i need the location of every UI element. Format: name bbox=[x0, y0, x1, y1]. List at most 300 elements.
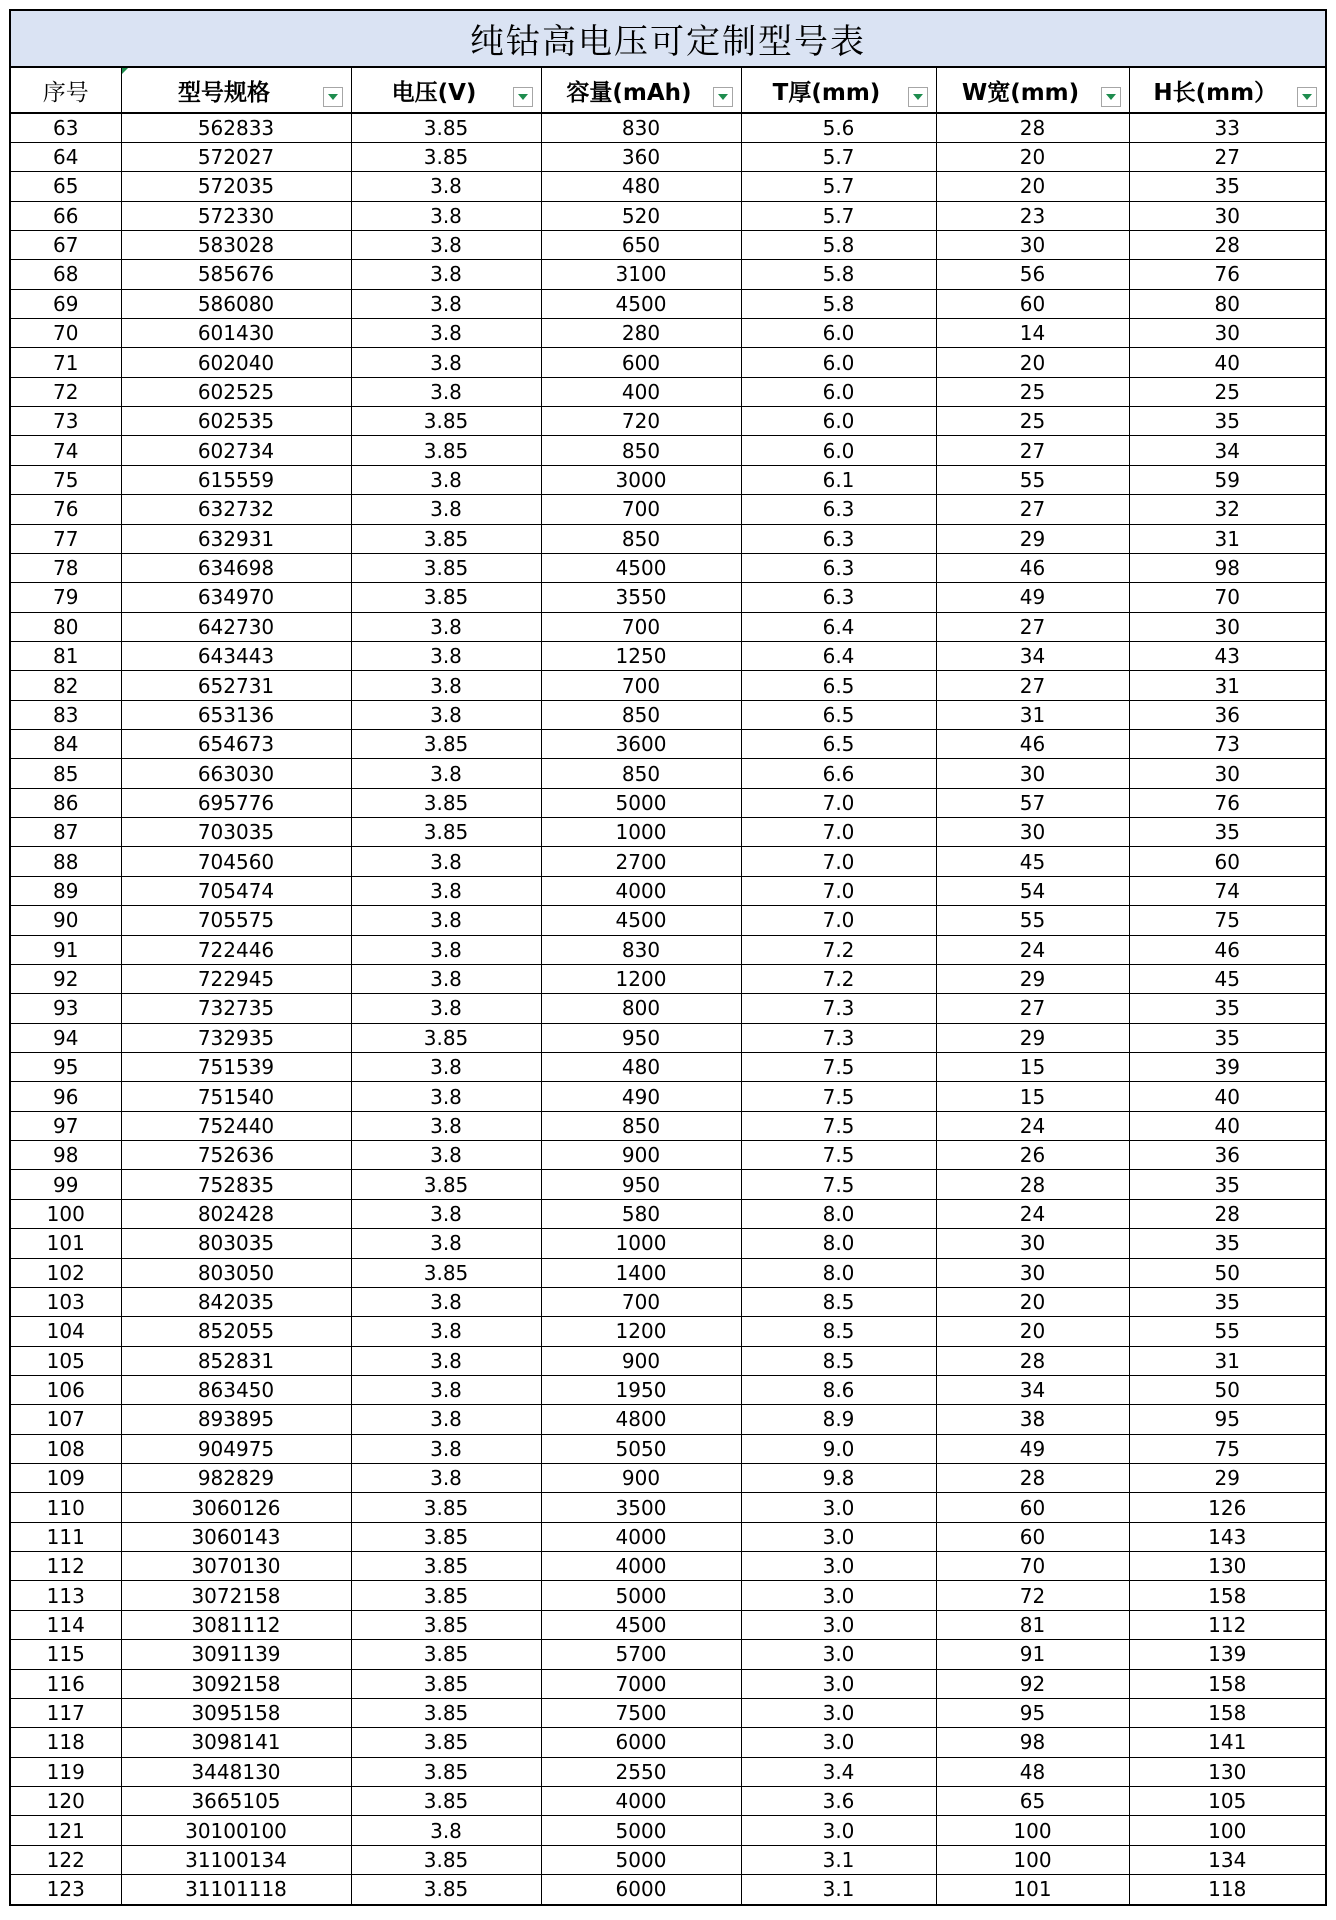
cell-index: 112 bbox=[11, 1552, 121, 1581]
cell-voltage: 3.85 bbox=[351, 142, 541, 171]
cell-voltage: 3.85 bbox=[351, 1258, 541, 1287]
cell-voltage: 3.8 bbox=[351, 172, 541, 201]
filter-dropdown-button[interactable] bbox=[323, 87, 343, 107]
table-row bbox=[11, 1434, 1325, 1463]
cell-index: 85 bbox=[11, 759, 121, 788]
cell-voltage: 3.85 bbox=[351, 1170, 541, 1199]
table-row bbox=[11, 788, 1325, 817]
cell-index: 107 bbox=[11, 1405, 121, 1434]
column-header bbox=[1129, 68, 1325, 113]
cell-width: 20 bbox=[936, 172, 1129, 201]
column-header bbox=[351, 68, 541, 113]
cell-model: 863450 bbox=[121, 1375, 351, 1404]
cell-model: 632931 bbox=[121, 524, 351, 553]
cell-capacity: 520 bbox=[541, 201, 741, 230]
cell-index: 79 bbox=[11, 583, 121, 612]
cell-thickness: 3.0 bbox=[741, 1552, 936, 1581]
cell-thickness: 3.0 bbox=[741, 1640, 936, 1669]
cell-width: 26 bbox=[936, 1141, 1129, 1170]
column-header-label: 容量(mAh) bbox=[566, 79, 692, 106]
column-header-label: 序号 bbox=[42, 79, 89, 106]
cell-thickness: 6.3 bbox=[741, 495, 936, 524]
table-row bbox=[11, 524, 1325, 553]
cell-model: 705575 bbox=[121, 906, 351, 935]
cell-thickness: 5.7 bbox=[741, 142, 936, 171]
column-header bbox=[541, 68, 741, 113]
cell-model: 3070130 bbox=[121, 1552, 351, 1581]
cell-length: 130 bbox=[1129, 1757, 1325, 1786]
cell-thickness: 3.0 bbox=[741, 1610, 936, 1639]
cell-length: 31 bbox=[1129, 1346, 1325, 1375]
cell-length: 31 bbox=[1129, 524, 1325, 553]
cell-capacity: 4000 bbox=[541, 876, 741, 905]
table-row bbox=[11, 847, 1325, 876]
cell-width: 20 bbox=[936, 348, 1129, 377]
cell-width: 95 bbox=[936, 1698, 1129, 1727]
cell-capacity: 5000 bbox=[541, 1581, 741, 1610]
cell-thickness: 7.0 bbox=[741, 788, 936, 817]
cell-capacity: 2550 bbox=[541, 1757, 741, 1786]
cell-length: 33 bbox=[1129, 113, 1325, 142]
cell-length: 31 bbox=[1129, 671, 1325, 700]
filter-dropdown-button[interactable] bbox=[908, 87, 928, 107]
cell-voltage: 3.85 bbox=[351, 436, 541, 465]
cell-length: 35 bbox=[1129, 407, 1325, 436]
cell-voltage: 3.8 bbox=[351, 348, 541, 377]
cell-voltage: 3.85 bbox=[351, 1023, 541, 1052]
filter-dropdown-button[interactable] bbox=[713, 87, 733, 107]
cell-voltage: 3.8 bbox=[351, 759, 541, 788]
cell-index: 106 bbox=[11, 1375, 121, 1404]
cell-width: 65 bbox=[936, 1786, 1129, 1815]
table-row bbox=[11, 495, 1325, 524]
cell-voltage: 3.8 bbox=[351, 1287, 541, 1316]
cell-model: 572027 bbox=[121, 142, 351, 171]
cell-length: 158 bbox=[1129, 1581, 1325, 1610]
table-row bbox=[11, 553, 1325, 582]
cell-width: 38 bbox=[936, 1405, 1129, 1434]
cell-thickness: 5.6 bbox=[741, 113, 936, 142]
table-row bbox=[11, 201, 1325, 230]
cell-capacity: 950 bbox=[541, 1023, 741, 1052]
cell-width: 28 bbox=[936, 113, 1129, 142]
cell-width: 27 bbox=[936, 671, 1129, 700]
table-row bbox=[11, 1845, 1325, 1874]
cell-thickness: 8.0 bbox=[741, 1258, 936, 1287]
cell-model: 703035 bbox=[121, 818, 351, 847]
cell-width: 25 bbox=[936, 377, 1129, 406]
cell-voltage: 3.85 bbox=[351, 730, 541, 759]
cell-model: 634970 bbox=[121, 583, 351, 612]
cell-capacity: 400 bbox=[541, 377, 741, 406]
cell-model: 722945 bbox=[121, 964, 351, 993]
table-row bbox=[11, 230, 1325, 259]
filter-arrow-icon bbox=[718, 94, 728, 101]
table-row bbox=[11, 1875, 1325, 1904]
model-table bbox=[11, 68, 1325, 1904]
cell-thickness: 7.5 bbox=[741, 1170, 936, 1199]
table-row bbox=[11, 583, 1325, 612]
cell-index: 87 bbox=[11, 818, 121, 847]
table-row bbox=[11, 1610, 1325, 1639]
cell-index: 99 bbox=[11, 1170, 121, 1199]
table-row bbox=[11, 1199, 1325, 1228]
cell-width: 60 bbox=[936, 289, 1129, 318]
cell-model: 602525 bbox=[121, 377, 351, 406]
cell-capacity: 6000 bbox=[541, 1875, 741, 1904]
cell-width: 20 bbox=[936, 1287, 1129, 1316]
cell-length: 80 bbox=[1129, 289, 1325, 318]
cell-model: 904975 bbox=[121, 1434, 351, 1463]
cell-voltage: 3.85 bbox=[351, 1640, 541, 1669]
cell-index: 84 bbox=[11, 730, 121, 759]
cell-length: 74 bbox=[1129, 876, 1325, 905]
table-row bbox=[11, 1493, 1325, 1522]
cell-length: 40 bbox=[1129, 1082, 1325, 1111]
cell-length: 95 bbox=[1129, 1405, 1325, 1434]
cell-index: 104 bbox=[11, 1317, 121, 1346]
cell-length: 46 bbox=[1129, 935, 1325, 964]
filter-dropdown-button[interactable] bbox=[1101, 87, 1121, 107]
table-row bbox=[11, 1111, 1325, 1140]
table-row bbox=[11, 730, 1325, 759]
cell-capacity: 850 bbox=[541, 759, 741, 788]
table-row bbox=[11, 348, 1325, 377]
cell-voltage: 3.85 bbox=[351, 1581, 541, 1610]
cell-length: 139 bbox=[1129, 1640, 1325, 1669]
cell-width: 27 bbox=[936, 994, 1129, 1023]
cell-index: 68 bbox=[11, 260, 121, 289]
sheet-title: 纯钴高电压可定制型号表 bbox=[11, 11, 1325, 68]
cell-model: 3095158 bbox=[121, 1698, 351, 1727]
cell-index: 114 bbox=[11, 1610, 121, 1639]
cell-model: 852055 bbox=[121, 1317, 351, 1346]
cell-capacity: 4500 bbox=[541, 553, 741, 582]
cell-thickness: 7.2 bbox=[741, 964, 936, 993]
cell-width: 20 bbox=[936, 142, 1129, 171]
table-row bbox=[11, 612, 1325, 641]
cell-voltage: 3.85 bbox=[351, 524, 541, 553]
cell-capacity: 5700 bbox=[541, 1640, 741, 1669]
cell-length: 100 bbox=[1129, 1816, 1325, 1845]
table-row bbox=[11, 260, 1325, 289]
cell-capacity: 5000 bbox=[541, 1816, 741, 1845]
cell-thickness: 7.5 bbox=[741, 1111, 936, 1140]
cell-capacity: 720 bbox=[541, 407, 741, 436]
cell-width: 57 bbox=[936, 788, 1129, 817]
cell-width: 34 bbox=[936, 1375, 1129, 1404]
cell-thickness: 6.4 bbox=[741, 612, 936, 641]
cell-width: 92 bbox=[936, 1669, 1129, 1698]
cell-width: 29 bbox=[936, 524, 1129, 553]
cell-width: 27 bbox=[936, 436, 1129, 465]
cell-thickness: 5.8 bbox=[741, 260, 936, 289]
cell-model: 642730 bbox=[121, 612, 351, 641]
cell-index: 86 bbox=[11, 788, 121, 817]
table-row bbox=[11, 1258, 1325, 1287]
column-header-label: T厚(mm) bbox=[772, 79, 881, 106]
cell-width: 25 bbox=[936, 407, 1129, 436]
cell-width: 31 bbox=[936, 700, 1129, 729]
cell-model: 751539 bbox=[121, 1053, 351, 1082]
cell-index: 73 bbox=[11, 407, 121, 436]
cell-index: 121 bbox=[11, 1816, 121, 1845]
cell-capacity: 700 bbox=[541, 495, 741, 524]
cell-voltage: 3.8 bbox=[351, 230, 541, 259]
cell-width: 27 bbox=[936, 495, 1129, 524]
cell-width: 45 bbox=[936, 847, 1129, 876]
cell-voltage: 3.8 bbox=[351, 1111, 541, 1140]
cell-index: 109 bbox=[11, 1464, 121, 1493]
cell-thickness: 8.0 bbox=[741, 1229, 936, 1258]
cell-model: 652731 bbox=[121, 671, 351, 700]
cell-thickness: 6.0 bbox=[741, 319, 936, 348]
table-row bbox=[11, 1287, 1325, 1316]
cell-voltage: 3.8 bbox=[351, 319, 541, 348]
cell-capacity: 1200 bbox=[541, 1317, 741, 1346]
cell-capacity: 700 bbox=[541, 612, 741, 641]
table-row bbox=[11, 1816, 1325, 1845]
cell-index: 83 bbox=[11, 700, 121, 729]
cell-voltage: 3.8 bbox=[351, 847, 541, 876]
cell-index: 81 bbox=[11, 641, 121, 670]
cell-width: 30 bbox=[936, 1258, 1129, 1287]
cell-model: 752440 bbox=[121, 1111, 351, 1140]
cell-voltage: 3.8 bbox=[351, 1346, 541, 1375]
cell-model: 572035 bbox=[121, 172, 351, 201]
table-row bbox=[11, 1464, 1325, 1493]
cell-index: 71 bbox=[11, 348, 121, 377]
cell-length: 158 bbox=[1129, 1669, 1325, 1698]
cell-voltage: 3.8 bbox=[351, 906, 541, 935]
cell-thickness: 9.8 bbox=[741, 1464, 936, 1493]
cell-model: 695776 bbox=[121, 788, 351, 817]
cell-length: 98 bbox=[1129, 553, 1325, 582]
cell-capacity: 850 bbox=[541, 524, 741, 553]
cell-model: 602040 bbox=[121, 348, 351, 377]
cell-index: 100 bbox=[11, 1199, 121, 1228]
cell-model: 3081112 bbox=[121, 1610, 351, 1639]
cell-voltage: 3.8 bbox=[351, 377, 541, 406]
cell-thickness: 8.0 bbox=[741, 1199, 936, 1228]
column-header-label: 电压(V) bbox=[391, 79, 477, 106]
cell-voltage: 3.8 bbox=[351, 876, 541, 905]
table-row bbox=[11, 1053, 1325, 1082]
cell-length: 25 bbox=[1129, 377, 1325, 406]
cell-index: 120 bbox=[11, 1786, 121, 1815]
cell-model: 31100134 bbox=[121, 1845, 351, 1874]
cell-voltage: 3.8 bbox=[351, 1199, 541, 1228]
cell-thickness: 5.8 bbox=[741, 289, 936, 318]
table-row bbox=[11, 465, 1325, 494]
cell-thickness: 3.0 bbox=[741, 1816, 936, 1845]
table-row bbox=[11, 1786, 1325, 1815]
cell-voltage: 3.8 bbox=[351, 1405, 541, 1434]
cell-width: 60 bbox=[936, 1493, 1129, 1522]
cell-index: 82 bbox=[11, 671, 121, 700]
table-row bbox=[11, 1317, 1325, 1346]
cell-thickness: 7.0 bbox=[741, 847, 936, 876]
cell-width: 46 bbox=[936, 730, 1129, 759]
cell-model: 982829 bbox=[121, 1464, 351, 1493]
cell-model: 705474 bbox=[121, 876, 351, 905]
cell-length: 32 bbox=[1129, 495, 1325, 524]
cell-model: 3091139 bbox=[121, 1640, 351, 1669]
cell-model: 3448130 bbox=[121, 1757, 351, 1786]
cell-thickness: 3.0 bbox=[741, 1522, 936, 1551]
cell-thickness: 3.0 bbox=[741, 1581, 936, 1610]
cell-length: 76 bbox=[1129, 788, 1325, 817]
cell-model: 562833 bbox=[121, 113, 351, 142]
cell-width: 30 bbox=[936, 1229, 1129, 1258]
cell-model: 842035 bbox=[121, 1287, 351, 1316]
filter-dropdown-button[interactable] bbox=[1297, 87, 1317, 107]
cell-voltage: 3.85 bbox=[351, 1698, 541, 1727]
cell-voltage: 3.8 bbox=[351, 1053, 541, 1082]
cell-width: 28 bbox=[936, 1464, 1129, 1493]
cell-length: 126 bbox=[1129, 1493, 1325, 1522]
cell-capacity: 580 bbox=[541, 1199, 741, 1228]
cell-thickness: 6.3 bbox=[741, 583, 936, 612]
table-row bbox=[11, 759, 1325, 788]
cell-capacity: 4800 bbox=[541, 1405, 741, 1434]
cell-voltage: 3.8 bbox=[351, 964, 541, 993]
cell-thickness: 5.7 bbox=[741, 172, 936, 201]
cell-model: 3060143 bbox=[121, 1522, 351, 1551]
table-row bbox=[11, 935, 1325, 964]
table-row bbox=[11, 641, 1325, 670]
cell-thickness: 6.0 bbox=[741, 407, 936, 436]
cell-length: 35 bbox=[1129, 1229, 1325, 1258]
cell-thickness: 6.4 bbox=[741, 641, 936, 670]
cell-length: 73 bbox=[1129, 730, 1325, 759]
cell-voltage: 3.8 bbox=[351, 641, 541, 670]
cell-capacity: 4000 bbox=[541, 1552, 741, 1581]
cell-thickness: 7.0 bbox=[741, 906, 936, 935]
cell-model: 722446 bbox=[121, 935, 351, 964]
cell-voltage: 3.8 bbox=[351, 1464, 541, 1493]
cell-width: 30 bbox=[936, 818, 1129, 847]
cell-width: 30 bbox=[936, 230, 1129, 259]
cell-length: 118 bbox=[1208, 1877, 1247, 1902]
table-row bbox=[11, 377, 1325, 406]
cell-index: 116 bbox=[11, 1669, 121, 1698]
cell-length: 35 bbox=[1129, 994, 1325, 1023]
cell-capacity: 600 bbox=[541, 348, 741, 377]
column-header-label: 型号规格 bbox=[178, 79, 270, 106]
cell-index: 115 bbox=[11, 1640, 121, 1669]
cell-model: 803035 bbox=[121, 1229, 351, 1258]
cell-model: 803050 bbox=[121, 1258, 351, 1287]
cell-voltage: 3.8 bbox=[351, 465, 541, 494]
table-row bbox=[11, 1375, 1325, 1404]
cell-capacity: 4000 bbox=[541, 1786, 741, 1815]
cell-index: 119 bbox=[11, 1757, 121, 1786]
cell-index: 88 bbox=[11, 847, 121, 876]
cell-thickness: 7.2 bbox=[741, 935, 936, 964]
cell-voltage: 3.8 bbox=[351, 1141, 541, 1170]
cell-width: 60 bbox=[936, 1522, 1129, 1551]
cell-capacity: 360 bbox=[541, 142, 741, 171]
filter-dropdown-button[interactable] bbox=[513, 87, 533, 107]
cell-thickness: 5.8 bbox=[741, 230, 936, 259]
cell-width: 98 bbox=[936, 1728, 1129, 1757]
table-row bbox=[11, 1669, 1325, 1698]
cell-index: 92 bbox=[11, 964, 121, 993]
cell-index: 89 bbox=[11, 876, 121, 905]
cell-model: 893895 bbox=[121, 1405, 351, 1434]
cell-capacity: 3100 bbox=[541, 260, 741, 289]
cell-voltage: 3.8 bbox=[351, 1082, 541, 1111]
cell-capacity: 3500 bbox=[541, 1493, 741, 1522]
cell-index: 78 bbox=[11, 553, 121, 582]
cell-model: 3072158 bbox=[121, 1581, 351, 1610]
cell-index: 111 bbox=[11, 1522, 121, 1551]
cell-capacity: 4500 bbox=[541, 906, 741, 935]
table-body bbox=[11, 113, 1325, 1904]
cell-voltage: 3.8 bbox=[351, 1229, 541, 1258]
cell-width: 54 bbox=[936, 876, 1129, 905]
cell-marker-icon bbox=[122, 68, 128, 74]
cell-width: 100 bbox=[936, 1845, 1129, 1874]
cell-capacity: 4500 bbox=[541, 289, 741, 318]
table-row bbox=[11, 1552, 1325, 1581]
cell-voltage: 3.85 bbox=[351, 1786, 541, 1815]
cell-capacity: 830 bbox=[541, 113, 741, 142]
cell-length: 141 bbox=[1129, 1728, 1325, 1757]
cell-length: 35 bbox=[1129, 1287, 1325, 1316]
cell-index: 108 bbox=[11, 1434, 121, 1463]
cell-index: 118 bbox=[11, 1728, 121, 1757]
cell-voltage: 3.85 bbox=[351, 113, 541, 142]
cell-width: 100 bbox=[936, 1816, 1129, 1845]
cell-voltage: 3.8 bbox=[351, 671, 541, 700]
cell-voltage: 3.8 bbox=[351, 1375, 541, 1404]
cell-width: 48 bbox=[936, 1757, 1129, 1786]
cell-length: 30 bbox=[1129, 319, 1325, 348]
table-row bbox=[11, 1170, 1325, 1199]
cell-model: 30100100 bbox=[121, 1816, 351, 1845]
cell-width: 15 bbox=[936, 1082, 1129, 1111]
cell-index: 76 bbox=[11, 495, 121, 524]
cell-capacity: 490 bbox=[541, 1082, 741, 1111]
cell-capacity: 800 bbox=[541, 994, 741, 1023]
table-row bbox=[11, 994, 1325, 1023]
cell-thickness: 9.0 bbox=[741, 1434, 936, 1463]
cell-thickness: 5.7 bbox=[741, 201, 936, 230]
cell-capacity: 4500 bbox=[541, 1610, 741, 1639]
cell-index: 75 bbox=[11, 465, 121, 494]
table-row bbox=[11, 1757, 1325, 1786]
cell-capacity: 850 bbox=[541, 700, 741, 729]
cell-width: 30 bbox=[936, 759, 1129, 788]
cell-thickness: 8.6 bbox=[741, 1375, 936, 1404]
cell-index: 65 bbox=[11, 172, 121, 201]
cell-voltage: 3.8 bbox=[351, 201, 541, 230]
cell-capacity: 850 bbox=[541, 436, 741, 465]
cell-capacity: 3000 bbox=[541, 465, 741, 494]
cell-model: 602734 bbox=[121, 436, 351, 465]
cell-thickness: 8.5 bbox=[741, 1317, 936, 1346]
cell-length: 35 bbox=[1129, 818, 1325, 847]
cell-thickness: 7.5 bbox=[741, 1082, 936, 1111]
table-row bbox=[11, 319, 1325, 348]
table-row bbox=[11, 964, 1325, 993]
cell-capacity: 3600 bbox=[541, 730, 741, 759]
table-row bbox=[11, 700, 1325, 729]
cell-width: 29 bbox=[936, 1023, 1129, 1052]
cell-length: 130 bbox=[1129, 1552, 1325, 1581]
